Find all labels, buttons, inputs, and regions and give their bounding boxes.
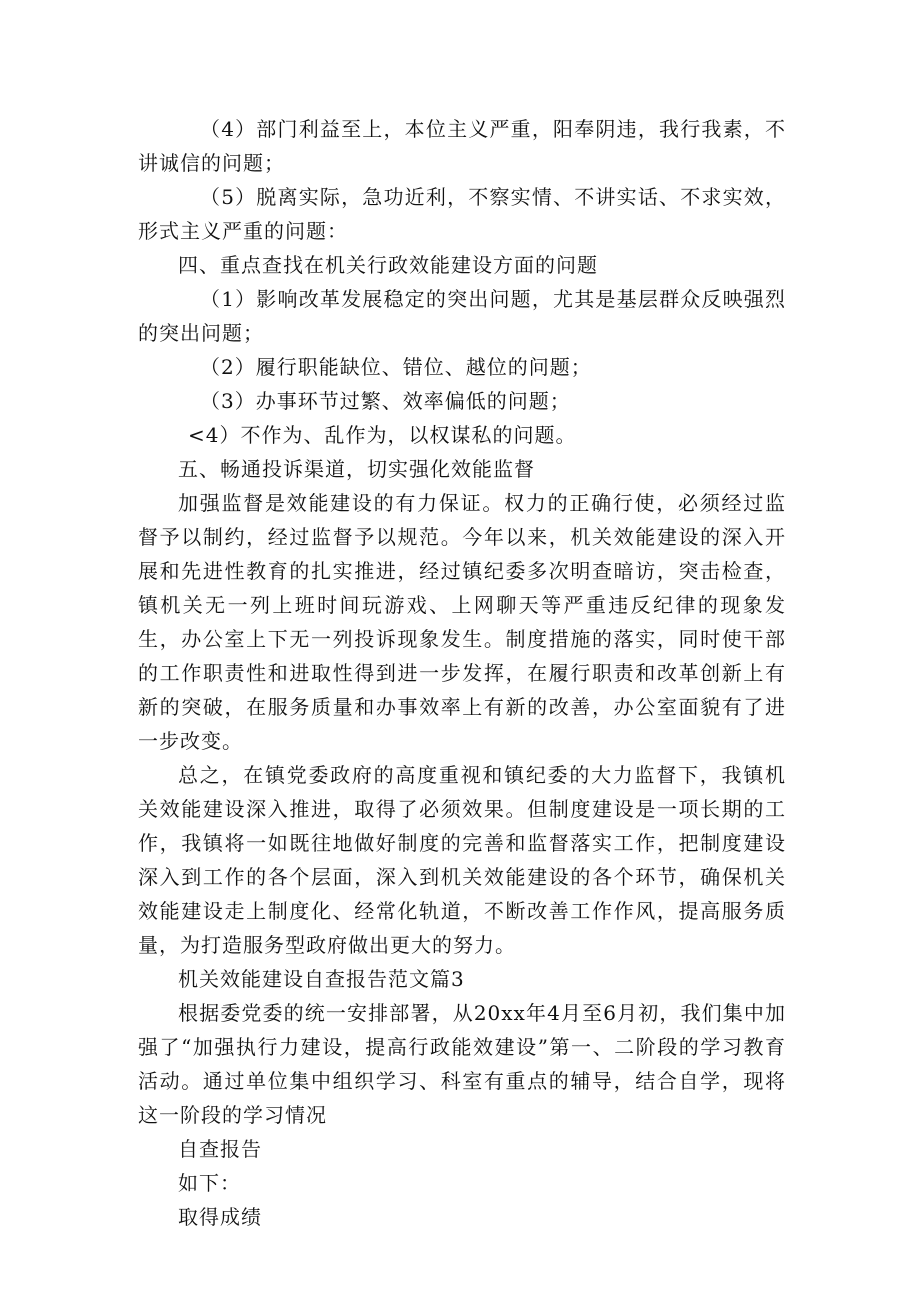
paragraph-achievements: 取得成绩 — [178, 1205, 262, 1229]
paragraph-item-3: （3）办事环节过繁、效率偏低的问题； — [200, 389, 571, 413]
paragraph-intro: 根据委党委的统一安排部署，从20xx年4月至6月初，我们集中加强了“加强执行力建设，提高行政能效建设”第一、二阶段的学习教育活动。通过单位集中组织学习、科室有重点的辅导，结合自学，现将这一阶段的学习情况 — [138, 1001, 786, 1127]
paragraph-self-report: 自查报告 — [178, 1137, 262, 1161]
paragraph-item-5: （5）脱离实际，急功近利，不察实情、不讲实话、不求实效，形式主义严重的问题： — [138, 185, 786, 243]
document-page — [138, 112, 786, 1234]
section-heading-5: 五、畅通投诉渠道，切实强化效能监督 — [178, 457, 535, 481]
section-title-3: 机关效能建设自查报告范文篇3 — [178, 967, 465, 991]
paragraph-summary: 总之，在镇党委政府的高度重视和镇纪委的大力监督下，我镇机关效能建设深入推进，取得了必须效果。但制度建设是一项长期的工作，我镇将一如既往地做好制度的完善和监督落实工作，把制度建设深入到工作的各个层面，深入到机关效能建设的各个环节，确保机关效能建设走上制度化、经常化轨道，不断改善工作作风，提高服务质量，为打造服务型政府做出更大的努力。 — [138, 763, 786, 957]
paragraph-supervision: 加强监督是效能建设的有力保证。权力的正确行使，必须经过监督予以制约，经过监督予以规范。今年以来，机关效能建设的深入开展和先进性教育的扎实推进，经过镇纪委多次明查暗访，突击检查，镇机关无一列上班时间玩游戏、上网聊天等严重违反纪律的现象发生，办公室上下无一列投诉现象发生。制度措施的落实，同时使干部的工作职责性和进取性得到进一步发挥，在履行职责和改革创新上有新的突破，在服务质量和办事效率上有新的改善，办公室面貌有了进一步改变。 — [138, 491, 786, 753]
paragraph-item-4b: <4）不作为、乱作为，以权谋私的问题。 — [188, 423, 577, 447]
paragraph-as-follows: 如下： — [178, 1171, 241, 1195]
section-heading-4: 四、重点查找在机关行政效能建设方面的问题 — [178, 253, 598, 277]
paragraph-item-1: （1）影响改革发展稳定的突出问题，尤其是基层群众反映强烈的突出问题； — [138, 287, 786, 345]
paragraph-item-2: （2）履行职能缺位、错位、越位的问题； — [200, 355, 592, 379]
paragraph-item-4: （4）部门利益至上，本位主义严重，阳奉阴违，我行我素，不讲诚信的问题； — [138, 117, 786, 175]
